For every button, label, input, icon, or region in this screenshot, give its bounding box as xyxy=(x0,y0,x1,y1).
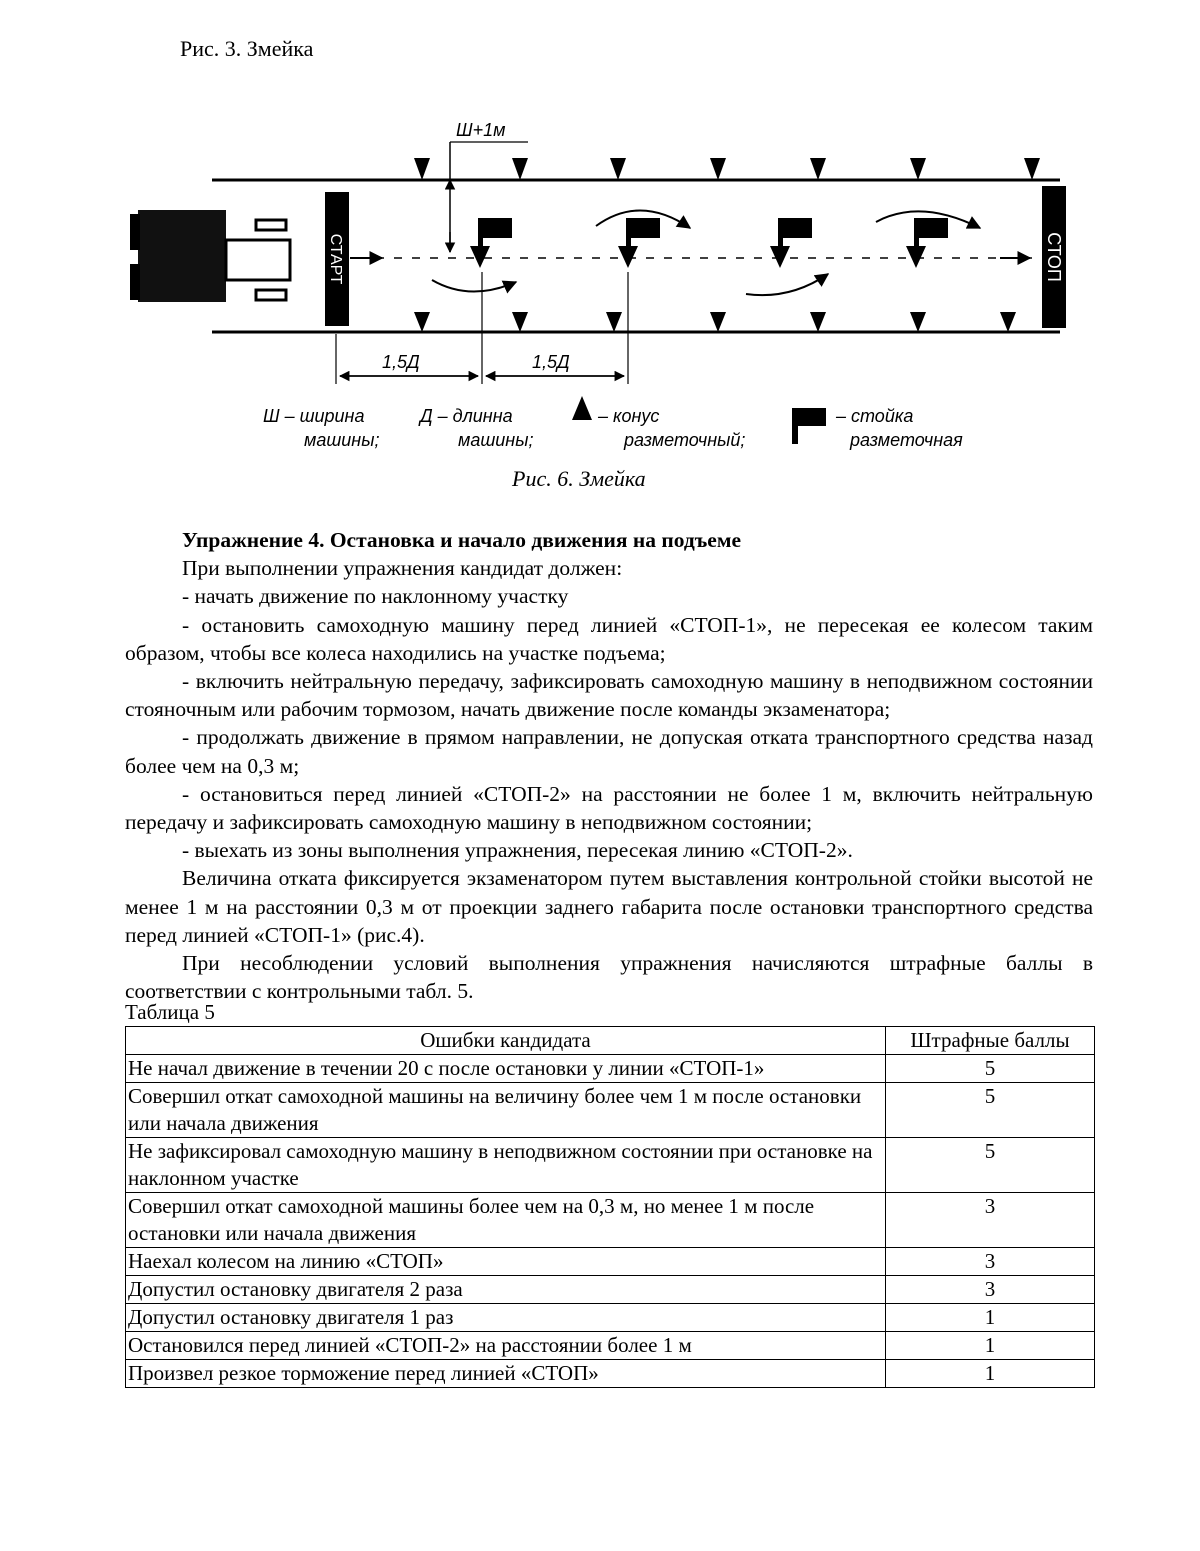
legend-post-icon xyxy=(792,408,826,444)
legend-post-1: – стойка xyxy=(836,406,914,426)
error-cell: Наехал колесом на линию «СТОП» xyxy=(126,1248,886,1276)
bottom-cones xyxy=(414,312,1016,332)
dimension-1: 1,5Д xyxy=(382,352,420,372)
error-cell: Произвел резкое торможение перед линией «СТОП» xyxy=(126,1360,886,1388)
legend-length-1: Д – длинна xyxy=(420,406,513,426)
table-row xyxy=(126,1083,1095,1138)
legend-cone-2: разметочный; xyxy=(624,430,746,450)
error-cell: Допустил остановку двигателя 1 раз xyxy=(126,1304,886,1332)
table-row xyxy=(126,1360,1095,1388)
start-label: СТАРТ xyxy=(327,233,344,285)
figure-caption: Рис. 6. Змейка xyxy=(512,466,646,491)
center-markers xyxy=(470,218,948,268)
error-cell: Не зафиксировал самоходную машину в неподвижном состоянии при остановке на наклонном участке xyxy=(126,1138,886,1193)
top-caption: Рис. 3. Змейка xyxy=(180,36,314,61)
movement-arrows xyxy=(432,210,980,295)
exercise-paragraph: - остановить самоходную машину перед линией «СТОП-1», не пересекая ее колесом таким образом, чтобы все колеса находились на участке подъема; xyxy=(125,612,1093,665)
legend-length-2: машины; xyxy=(458,430,534,450)
error-cell: Допустил остановку двигателя 2 раза xyxy=(126,1276,886,1304)
points-cell: 3 xyxy=(886,1248,1095,1276)
tractor-icon xyxy=(130,210,290,302)
dimension-2: 1,5Д xyxy=(532,352,570,372)
table-row xyxy=(126,1138,1095,1193)
table-caption: Таблица 5 xyxy=(125,1000,215,1024)
points-cell: 1 xyxy=(886,1360,1095,1388)
snake-exercise-diagram xyxy=(120,112,1100,512)
exercise-text xyxy=(125,526,1093,1005)
legend-cone-1: – конус xyxy=(598,406,660,426)
points-cell: 5 xyxy=(886,1055,1095,1083)
points-cell: 1 xyxy=(886,1332,1095,1360)
table-row xyxy=(126,1055,1095,1083)
legend-width-2: машины; xyxy=(304,430,380,450)
points-cell: 5 xyxy=(886,1138,1095,1193)
points-cell: 5 xyxy=(886,1083,1095,1138)
table-row xyxy=(126,1276,1095,1304)
exercise-paragraph: - выехать из зоны выполнения упражнения, пересекая линию «СТОП-2». xyxy=(182,838,853,863)
error-cell: Совершил откат самоходной машины на величину более чем 1 м после остановки или начала движения xyxy=(126,1083,886,1138)
exercise-paragraph: При выполнении упражнения кандидат должен: xyxy=(182,556,623,581)
exercise-heading: Упражнение 4. Остановка и начало движения на подъеме xyxy=(182,528,742,552)
table-header-row xyxy=(126,1027,1095,1055)
legend-width-1: Ш – ширина xyxy=(263,406,365,426)
table-row xyxy=(126,1332,1095,1360)
exercise-paragraph: - продолжать движение в прямом направлении, не допуская отката транспортного средства назад более чем на 0,3 м; xyxy=(125,725,1093,778)
table-row xyxy=(126,1248,1095,1276)
exercise-paragraph: - включить нейтральную передачу, зафиксировать самоходную машину в неподвижном состоянии стояночным или рабочим тормозом, начать движение после команды экзаменатора; xyxy=(125,669,1093,722)
header-points: Штрафные баллы xyxy=(886,1027,1095,1055)
penalty-table xyxy=(125,1026,1095,1388)
exercise-paragraph: - начать движение по наклонному участку xyxy=(182,584,569,609)
error-cell: Остановился перед линией «СТОП-2» на расстоянии более 1 м xyxy=(126,1332,886,1360)
width-plus-label: Ш+1м xyxy=(456,120,506,140)
header-errors: Ошибки кандидата xyxy=(126,1027,886,1055)
exercise-paragraph: - остановиться перед линией «СТОП-2» на расстоянии не более 1 м, включить нейтральную передачу и зафиксировать самоходную машину в неподвижном состоянии; xyxy=(125,781,1093,835)
top-cones xyxy=(414,158,1040,180)
points-cell: 1 xyxy=(886,1304,1095,1332)
exercise-paragraph: При несоблюдении условий выполнения упражнения начисляются штрафные баллы в соответствии с контрольными табл. 5. xyxy=(125,951,1093,1004)
stop-label: СТОП xyxy=(1044,232,1064,282)
error-cell: Не начал движение в течении 20 с после остановки у линии «СТОП-1» xyxy=(126,1055,886,1083)
error-cell: Совершил откат самоходной машины более чем на 0,3 м, но менее 1 м после остановки или начала движения xyxy=(126,1193,886,1248)
legend-cone-icon xyxy=(572,396,592,420)
exercise-paragraph: Величина отката фиксируется экзаменатором путем выставления контрольной стойки высотой не менее 1 м на расстоянии 0,3 м от проекции заднего габарита после остановки транспортного средства перед линией «СТОП-1» (рис.4). xyxy=(125,866,1093,947)
legend xyxy=(263,396,963,450)
points-cell: 3 xyxy=(886,1276,1095,1304)
points-cell: 3 xyxy=(886,1193,1095,1248)
table-row xyxy=(126,1304,1095,1332)
table-row xyxy=(126,1193,1095,1248)
legend-post-2: разметочная xyxy=(850,430,963,450)
